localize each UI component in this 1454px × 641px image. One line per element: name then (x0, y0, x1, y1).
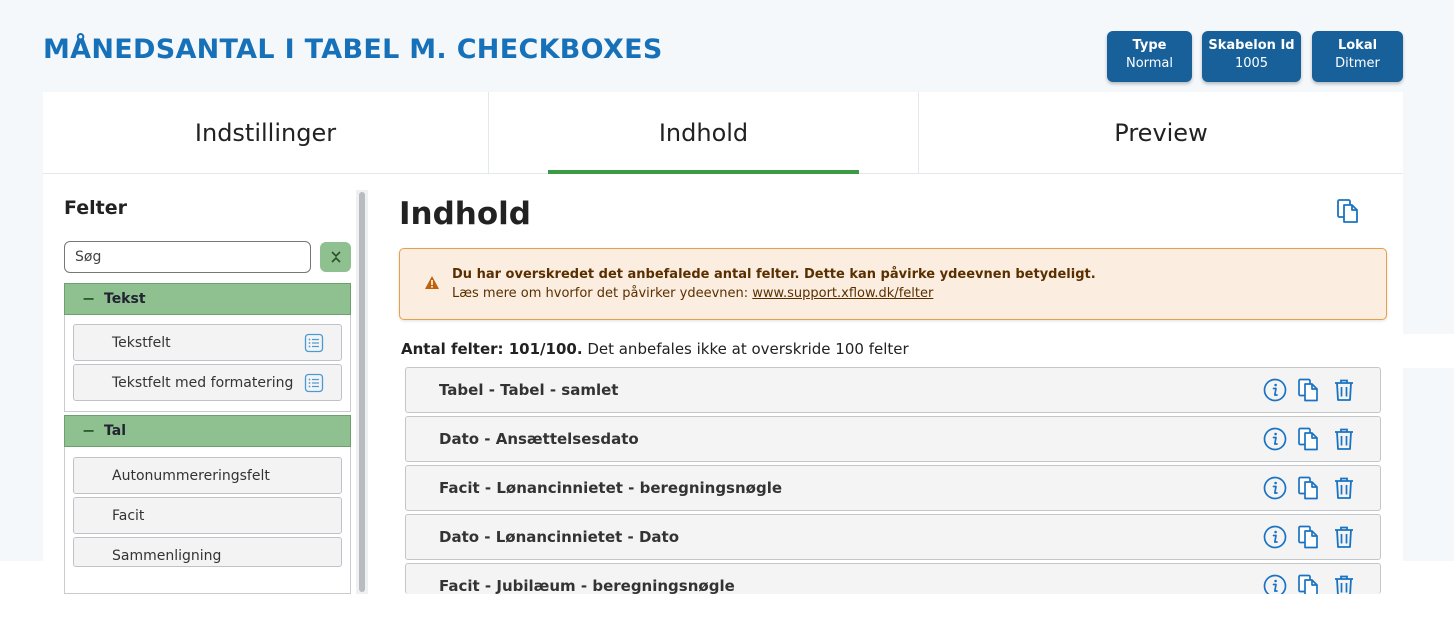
field-item-autonummereringsfelt[interactable] (73, 457, 342, 494)
field-count-note: Det anbefales ikke at overskride 100 felter (582, 340, 909, 358)
collapse-minus-icon: − (82, 421, 96, 440)
group-label: Tekst (104, 291, 146, 307)
list-icon (304, 333, 324, 357)
copy-icon[interactable] (1297, 525, 1321, 553)
collapse-all-button[interactable] (320, 242, 351, 272)
badge-type (1107, 31, 1192, 82)
collapse-minus-icon: − (82, 289, 96, 308)
field-row-label: Dato - Lønancinnietet - Dato (439, 528, 679, 546)
alert-heading: Du har overskredet det anbefalede antal felter. Dette kan påvirke ydeevnen betydeligt. (452, 267, 1096, 282)
alert-text-body: Læs mere om hvorfor det påvirker ydeevnen: (452, 286, 753, 301)
sidebar-title: Felter (64, 197, 127, 219)
copy-icon[interactable] (1297, 427, 1321, 455)
field-row[interactable] (405, 367, 1381, 413)
field-item-tekstfelt-med-formatering[interactable] (73, 364, 342, 401)
badge-type-value: Normal (1125, 56, 1174, 71)
badge-template-id-label: Skabelon Id (1208, 38, 1295, 53)
field-item-label: Sammenligning (112, 548, 222, 564)
editor-card (43, 92, 1403, 594)
field-item-facit[interactable] (73, 497, 342, 534)
field-row[interactable] (405, 563, 1381, 594)
field-row-label: Dato - Ansættelsesdato (439, 430, 639, 448)
field-count (401, 340, 909, 358)
copy-icon[interactable] (1297, 574, 1321, 594)
group-header-tal[interactable] (64, 415, 351, 447)
support-link[interactable]: www.support.xflow.dk/felter (752, 286, 934, 301)
content-title: Indhold (399, 196, 531, 232)
tab-preview[interactable]: Preview (1114, 119, 1208, 147)
content-panel (398, 174, 1403, 594)
info-icon[interactable] (1263, 476, 1287, 504)
tab-indhold[interactable]: Indhold (658, 119, 749, 147)
warning-icon (424, 275, 440, 294)
fields-sidebar (43, 174, 368, 594)
trash-icon[interactable] (1332, 427, 1356, 455)
collapse-icon (329, 250, 343, 264)
group-header-tekst[interactable] (64, 283, 351, 315)
copy-icon[interactable] (1335, 198, 1361, 228)
badge-local-value: Ditmer (1335, 56, 1380, 71)
trash-icon[interactable] (1332, 378, 1356, 406)
field-item-label: Facit (112, 508, 145, 524)
field-row[interactable] (405, 416, 1381, 462)
field-row[interactable] (405, 514, 1381, 560)
field-item-label: Tekstfelt med formatering (112, 375, 294, 391)
badge-local (1312, 31, 1403, 82)
field-row[interactable] (405, 465, 1381, 511)
list-icon (304, 373, 324, 397)
field-item-label: Autonummereringsfelt (112, 468, 270, 484)
field-item-tekstfelt[interactable] (73, 324, 342, 361)
badge-template-id (1202, 31, 1301, 82)
badge-template-id-value: 1005 (1234, 56, 1269, 71)
field-item-sammenligning[interactable] (73, 537, 342, 567)
alert-text (452, 286, 933, 301)
search-input[interactable] (64, 241, 311, 273)
info-icon[interactable] (1263, 427, 1287, 455)
page-title: MÅNEDSANTAL I TABEL M. CHECKBOXES (43, 34, 663, 65)
field-row-label: Facit - Lønancinnietet - beregningsnøgle (439, 479, 783, 497)
count-line-extension (1403, 334, 1454, 368)
badge-local-label: Lokal (1337, 38, 1378, 53)
field-row-label: Tabel - Tabel - samlet (439, 381, 619, 399)
tab-indstillinger[interactable]: Indstillinger (194, 119, 337, 147)
badge-type-label: Type (1132, 38, 1167, 53)
field-item-label: Tekstfelt (112, 335, 171, 351)
trash-icon[interactable] (1332, 476, 1356, 504)
field-count-label: Antal felter: 101/100. (401, 340, 583, 358)
sidebar-scroll-thumb[interactable] (359, 192, 365, 592)
info-icon[interactable] (1263, 378, 1287, 406)
trash-icon[interactable] (1332, 574, 1356, 594)
info-icon[interactable] (1263, 525, 1287, 553)
warning-alert (399, 248, 1387, 320)
tab-bar (43, 92, 1403, 174)
copy-icon[interactable] (1297, 378, 1321, 406)
info-icon[interactable] (1263, 574, 1287, 594)
field-row-label: Facit - Jubilæum - beregningsnøgle (439, 577, 735, 594)
copy-icon[interactable] (1297, 476, 1321, 504)
group-label: Tal (104, 423, 126, 439)
trash-icon[interactable] (1332, 525, 1356, 553)
